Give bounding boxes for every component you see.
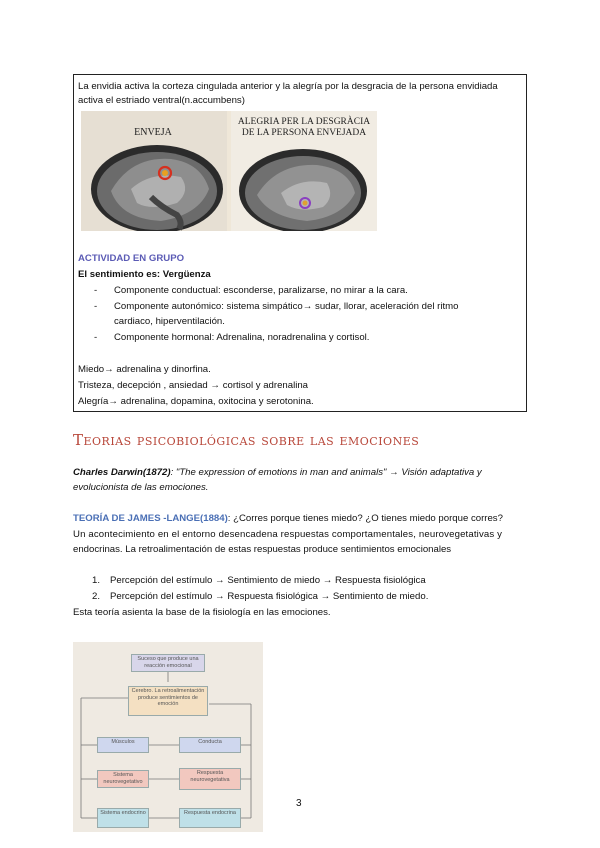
diagram-left-box-neurovegetative: Sistema neurovegetativo: [97, 770, 149, 788]
james-body-2: endocrinas. La retroalimentación de estas respuestas produce sentimientos emocionales: [73, 544, 452, 555]
step-2: Percepción del estímulo → Respuesta fisiológica → Sentimiento de miedo.: [110, 591, 429, 602]
diagram-top-box: Suceso que produce una reacción emocional: [131, 654, 205, 672]
james-lange-question: : ¿Corres porque tienes miedo? ¿O tienes miedo porque corres?: [227, 513, 503, 524]
diagram-right-box-neurovegetative: Respuesta neurovegetativa: [179, 768, 241, 790]
james-lange-title: TEORÍA DE JAMES -LANGE(1884): [73, 513, 228, 524]
emotion-tristeza: Tristeza, decepción , ansiedad → cortisol y adrenalina: [78, 380, 309, 391]
darwin-line-2: evolucionista de las emociones.: [73, 482, 209, 493]
james-title-line: [73, 512, 527, 526]
activity-title: ACTIVIDAD EN GRUPO: [78, 253, 185, 264]
bullet-dash-2: -: [94, 301, 98, 312]
brain-scan-image: [81, 111, 377, 231]
darwin-name: Charles Darwin(1872): [73, 467, 171, 478]
darwin-text-1: : "The expression of emotions in man and animals" → Visión adaptativa y: [170, 467, 482, 478]
page-number: 3: [296, 798, 302, 809]
step-1-number: 1.: [92, 575, 101, 586]
image-label-schadenfreude-2: DE LA PERSONA ENVEJADA: [241, 128, 367, 138]
bullet-dash-1: -: [94, 285, 98, 296]
activity-box: [73, 74, 527, 412]
darwin-line-1: [73, 466, 527, 480]
intro-line-1: La envidia activa la corteza cingulada anterior y la alegría por la desgracia de la persona envidiada: [78, 81, 498, 92]
step-2-number: 2.: [92, 591, 101, 602]
emotion-alegria: Alegría→ adrenalina, dopamina, oxitocina y serotonina.: [78, 396, 314, 407]
intro-line-2: activa el estriado ventral(n.accumbens): [78, 95, 245, 106]
bullet-autonomico-cont: cardiaco, hiperventilación.: [114, 316, 225, 327]
james-body-1: Un acontecimiento en el entorno desencadena respuestas comportamentales, neurovegetativas y: [73, 529, 503, 540]
feeling-line: El sentimiento es: Vergüenza: [78, 269, 211, 280]
brain-scan-envy: [81, 111, 227, 231]
diagram-right-box-behavior: Conducta: [179, 737, 241, 753]
brain-scan-schadenfreude: [231, 111, 377, 231]
image-label-envy: ENVEJA: [134, 127, 172, 138]
bullet-conductual: Componente conductual: esconderse, paralizarse, no mirar a la cara.: [114, 285, 408, 296]
emotion-miedo: Miedo→ adrenalina y dinorfina.: [78, 364, 211, 375]
bullet-hormonal: Componente hormonal: Adrenalina, noradrenalina y cortisol.: [114, 332, 370, 343]
james-lange-diagram: [73, 642, 263, 832]
diagram-left-box-endocrine: Sistema endocrino: [97, 808, 149, 828]
image-label-schadenfreude-1: ALEGRIA PER LA DESGRÀCIA: [237, 117, 371, 127]
step-1: Percepción del estímulo → Sentimiento de miedo → Respuesta fisiológica: [110, 575, 426, 586]
diagram-left-box-muscles: Músculos: [97, 737, 149, 753]
bullet-autonomico: Componente autonómico: sistema simpático→ sudar, llorar, aceleración del ritmo: [114, 301, 459, 312]
james-conclusion: Esta teoría asienta la base de la fisiología en las emociones.: [73, 607, 331, 618]
bullet-dash-3: -: [94, 332, 98, 343]
section-title: Teorias psicobiológicas sobre las emociones: [73, 431, 420, 449]
diagram-right-box-endocrine: Respuesta endocrina: [179, 808, 241, 828]
diagram-brain-box: Cerebro. La retroalimentación produce sentimientos de emoción: [128, 686, 208, 716]
